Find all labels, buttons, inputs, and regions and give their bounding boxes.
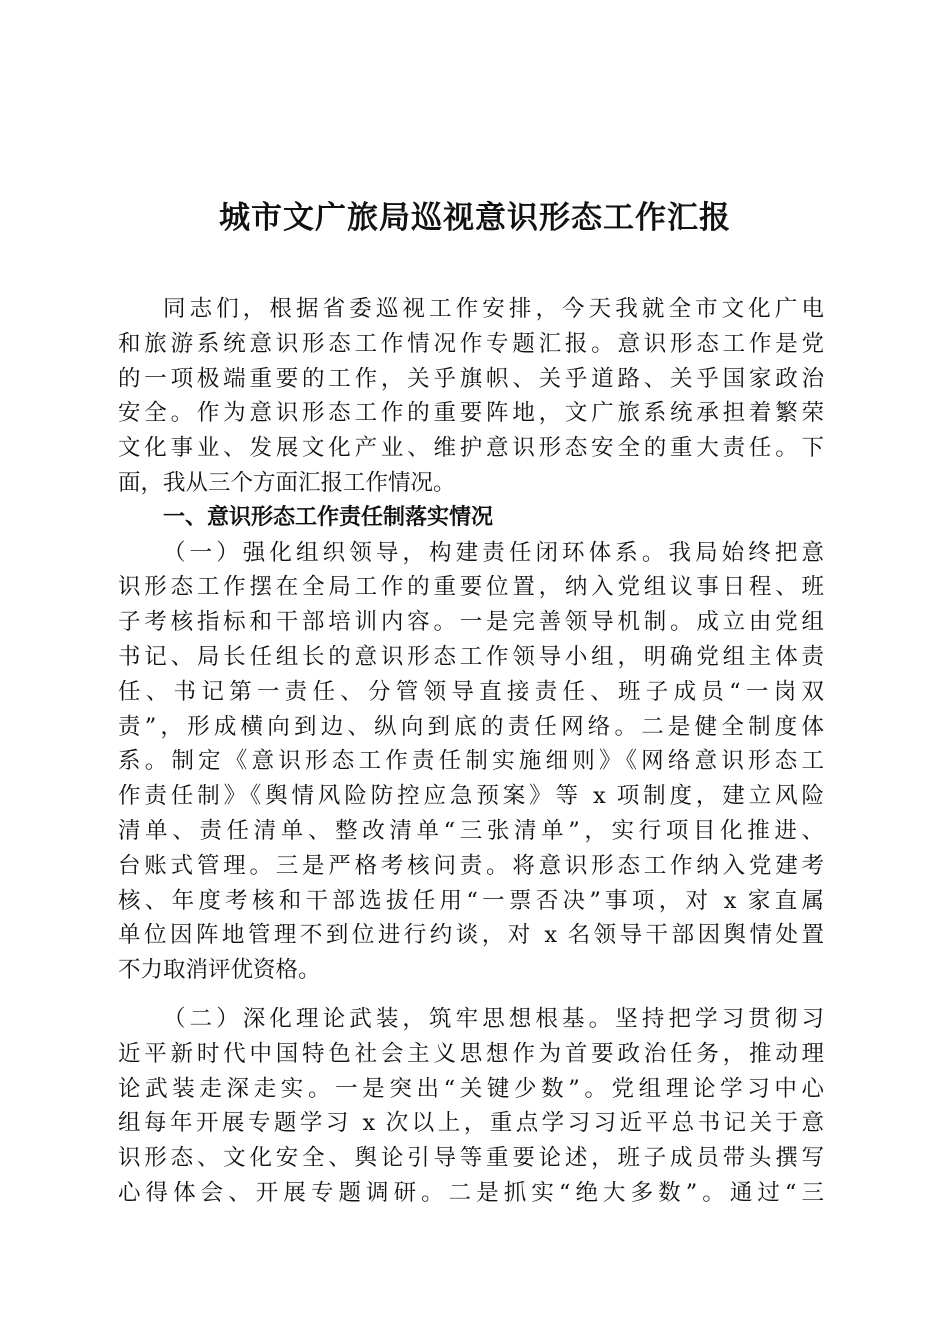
text-line: 和旅游系统意识形态工作情况作专题汇报。意识形态工作是党: [118, 330, 824, 357]
paragraph-gap: [118, 988, 824, 1002]
text-line: （二）深化理论武装，筑牢思想根基。坚持把学习贯彻习: [163, 1005, 824, 1032]
section-heading: 一、意识形态工作责任制落实情况: [163, 504, 494, 530]
text-line: 作责任制》《舆情风险防控应急预案》等 x 项制度，建立风险: [118, 783, 824, 810]
text-line: 任、书记第一责任、分管领导直接责任、班子成员“一岗双: [118, 678, 824, 705]
text-line: 的一项极端重要的工作，关乎旗帜、关乎道路、关乎国家政治: [118, 365, 824, 392]
text-line: 安全。作为意识形态工作的重要阵地，文广旅系统承担着繁荣: [118, 400, 824, 427]
text-line: （一）强化组织领导，构建责任闭环体系。我局始终把意: [163, 539, 824, 566]
text-line: 文化事业、发展文化产业、维护意识形态安全的重大责任。下: [118, 435, 824, 462]
text-line: 不力取消评优资格。: [118, 957, 321, 984]
text-line: 核、年度考核和干部选拔任用“一票否决”事项，对 x 家直属: [118, 887, 824, 914]
text-line: 系。制定《意识形态工作责任制实施细则》《网络意识形态工: [118, 748, 824, 775]
text-line: 责”，形成横向到边、纵向到底的责任网络。二是健全制度体: [118, 713, 824, 740]
document-body: [118, 292, 824, 1211]
text-line: 论武装走深走实。一是突出“关键少数”。党组理论学习中心: [118, 1075, 824, 1102]
text-line: 书记、局长任组长的意识形态工作领导小组，明确党组主体责: [118, 643, 824, 670]
text-line: 单位因阵地管理不到位进行约谈，对 x 名领导干部因舆情处置: [118, 922, 824, 949]
text-line: 组每年开展专题学习 x 次以上，重点学习习近平总书记关于意: [118, 1110, 824, 1137]
text-line: 近平新时代中国特色社会主义思想作为首要政治任务，推动理: [118, 1040, 824, 1067]
text-line: 识形态工作摆在全局工作的重要位置，纳入党组议事日程、班: [118, 574, 824, 601]
text-line: 面，我从三个方面汇报工作情况。: [118, 469, 456, 496]
text-line: 清单、责任清单、整改清单“三张清单”，实行项目化推进、: [118, 817, 824, 844]
text-line: 同志们，根据省委巡视工作安排，今天我就全市文化广电: [163, 296, 824, 322]
text-line: 台账式管理。三是严格考核问责。将意识形态工作纳入党建考: [118, 852, 824, 879]
text-line: 子考核指标和干部培训内容。一是完善领导机制。成立由党组: [118, 609, 824, 636]
text-line: 心得体会、开展专题调研。二是抓实“绝大多数”。通过“三: [118, 1179, 824, 1206]
text-line: 识形态、文化安全、舆论引导等重要论述，班子成员带头撰写: [118, 1145, 824, 1172]
document-title: 城市文广旅局巡视意识形态工作汇报: [219, 200, 731, 236]
